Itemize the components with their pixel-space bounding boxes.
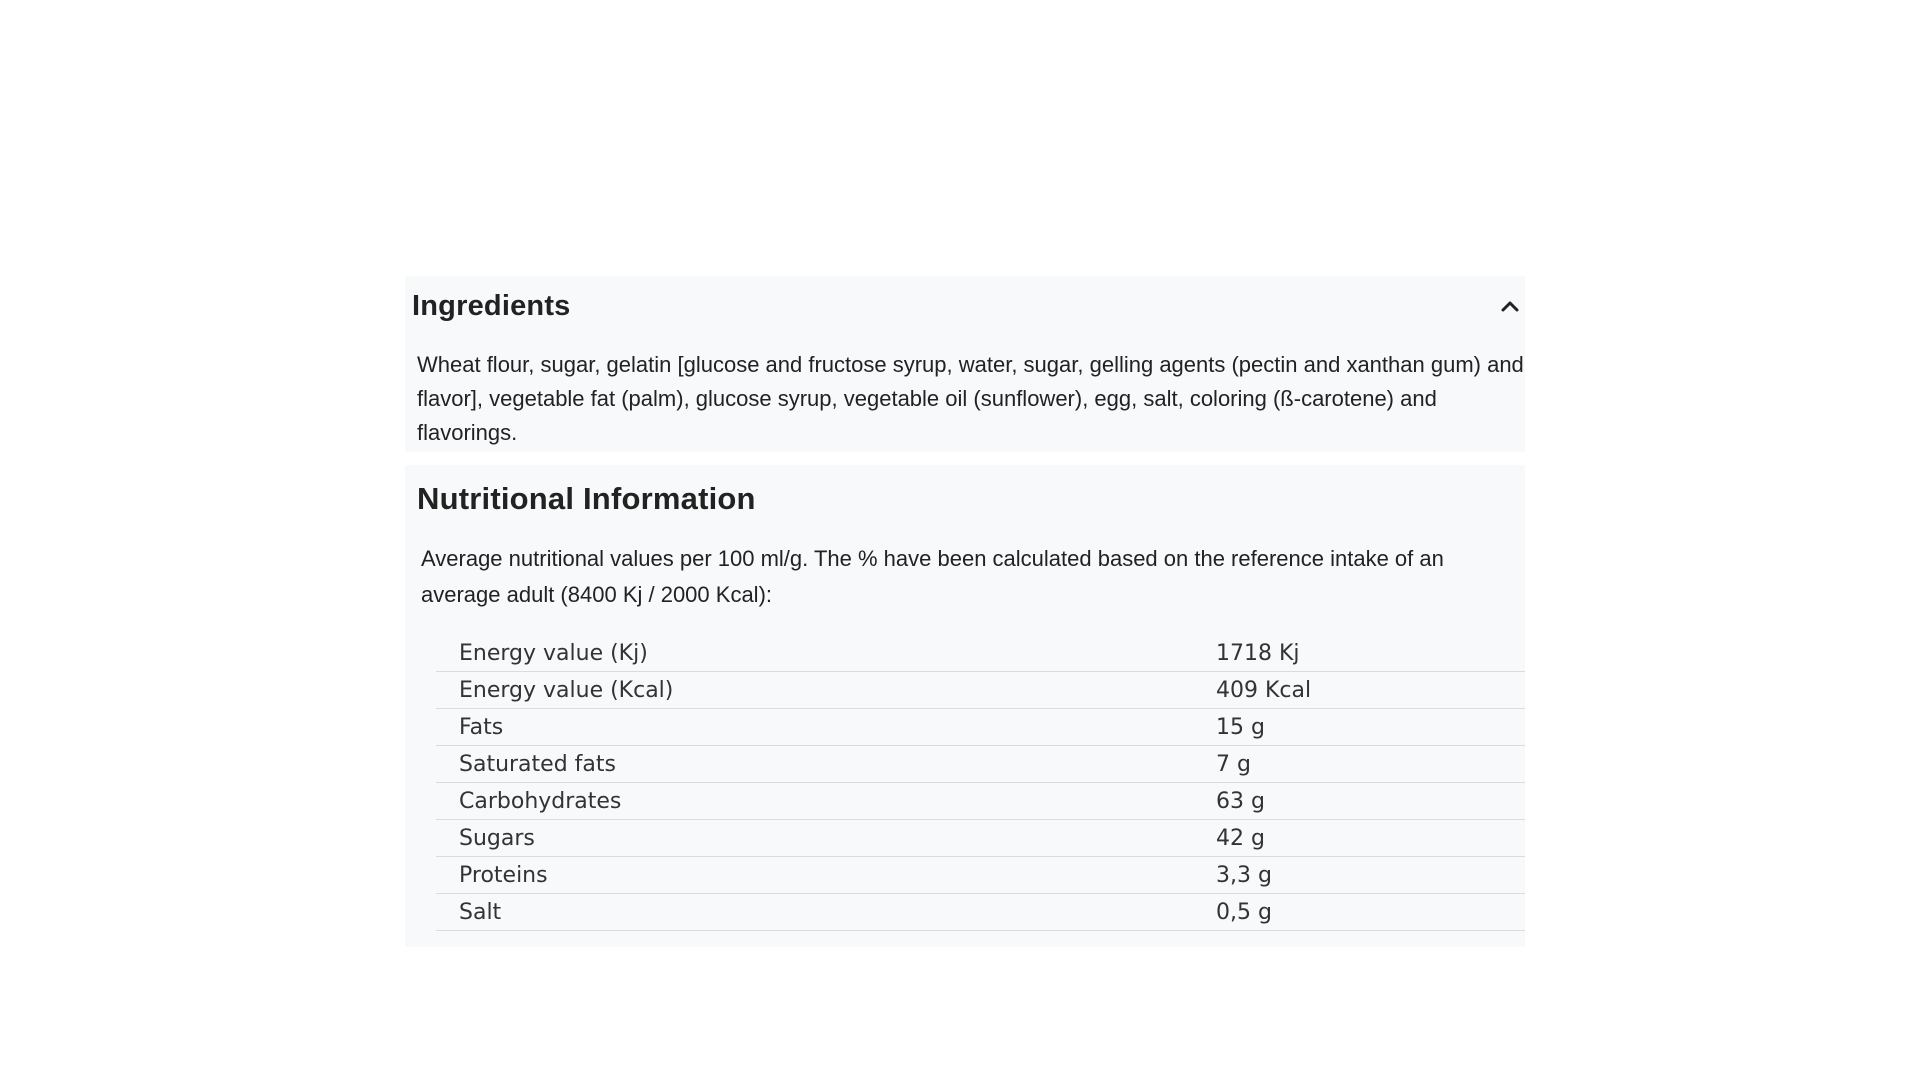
table-row (436, 857, 1525, 894)
nutrient-value: 0,5 g (1195, 894, 1525, 931)
ingredients-panel (405, 276, 1525, 452)
nutrient-name: Energy value (Kj) (436, 635, 1195, 672)
nutrient-name: Salt (436, 894, 1195, 931)
nutrient-value: 1718 Kj (1195, 635, 1525, 672)
nutrition-title: Nutritional Information (417, 481, 756, 516)
nutrient-name: Energy value (Kcal) (436, 672, 1195, 709)
nutrient-name: Fats (436, 709, 1195, 746)
ingredients-text: Wheat flour, sugar, gelatin [glucose and fructose syrup, water, sugar, gelling agents (pectin and xanthan gum) and flavor], vegetable fat (palm), glucose syrup, vegetable oil (sunflower), egg, salt, coloring (ß-carotene) and flavorings. (417, 352, 1524, 445)
table-row (436, 746, 1525, 783)
nutrient-value: 3,3 g (1195, 857, 1525, 894)
chevron-up-icon[interactable] (1497, 293, 1523, 319)
nutrient-value: 63 g (1195, 783, 1525, 820)
nutrient-name: Sugars (436, 820, 1195, 857)
table-row (436, 709, 1525, 746)
nutrient-value: 7 g (1195, 746, 1525, 783)
nutrient-value: 409 Kcal (1195, 672, 1525, 709)
table-row (436, 672, 1525, 709)
nutrient-value: 42 g (1195, 820, 1525, 857)
nutrient-name: Saturated fats (436, 746, 1195, 783)
nutrition-panel (405, 465, 1525, 947)
ingredients-title: Ingredients (412, 289, 571, 322)
ingredients-accordion-header[interactable] (412, 284, 1525, 328)
table-row (436, 635, 1525, 672)
table-row (436, 820, 1525, 857)
nutrition-intro-text: Average nutritional values per 100 ml/g. The % have been calculated based on the reference intake of an average adult (8400 Kj / 2000 Kcal): (421, 546, 1444, 607)
table-row (436, 783, 1525, 820)
nutrient-name: Carbohydrates (436, 783, 1195, 820)
nutrition-table (436, 635, 1525, 931)
table-row (436, 894, 1525, 931)
nutrient-name: Proteins (436, 857, 1195, 894)
nutrient-value: 15 g (1195, 709, 1525, 746)
